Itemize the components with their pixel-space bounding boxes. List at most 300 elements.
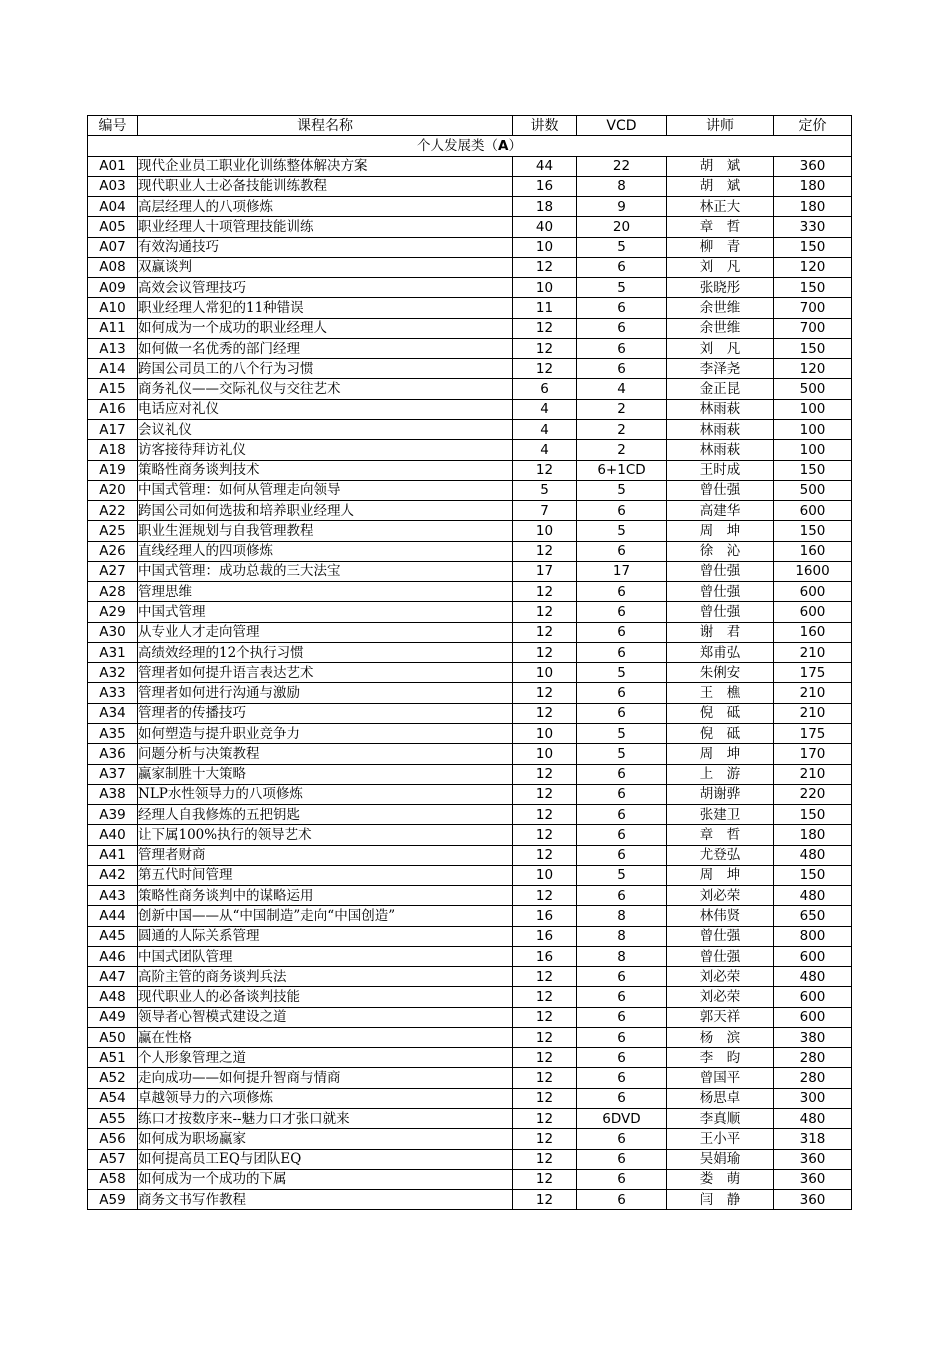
table-row [88, 1048, 852, 1068]
vcd-count: 20 [577, 217, 667, 237]
price: 480 [774, 886, 852, 906]
price: 160 [774, 541, 852, 561]
course-code: A13 [88, 338, 138, 358]
table-row [88, 845, 852, 865]
course-code: A19 [88, 460, 138, 480]
lecture-count: 18 [513, 197, 577, 217]
vcd-count: 6 [577, 1088, 667, 1108]
teacher-name: 曾仕强 [667, 561, 774, 581]
vcd-count: 5 [577, 663, 667, 683]
vcd-count: 6 [577, 257, 667, 277]
price: 330 [774, 217, 852, 237]
vcd-count: 6 [577, 1169, 667, 1189]
vcd-count: 5 [577, 723, 667, 743]
course-name: 圆通的人际关系管理 [138, 926, 513, 946]
lecture-count: 16 [513, 926, 577, 946]
course-code: A28 [88, 582, 138, 602]
course-code: A30 [88, 622, 138, 642]
vcd-count: 5 [577, 480, 667, 500]
course-code: A10 [88, 298, 138, 318]
table-row [88, 156, 852, 176]
lecture-count: 12 [513, 825, 577, 845]
course-name: 跨国公司如何选拔和培养职业经理人 [138, 501, 513, 521]
teacher-name: 郑甫弘 [667, 642, 774, 662]
table-row [88, 703, 852, 723]
course-code: A05 [88, 217, 138, 237]
lecture-count: 12 [513, 541, 577, 561]
course-name: 管理者财商 [138, 845, 513, 865]
vcd-count: 6 [577, 967, 667, 987]
teacher-name: 章 哲 [667, 825, 774, 845]
teacher-name: 娄 萌 [667, 1169, 774, 1189]
vcd-count: 6 [577, 359, 667, 379]
lecture-count: 12 [513, 784, 577, 804]
price: 100 [774, 440, 852, 460]
lecture-count: 16 [513, 176, 577, 196]
vcd-count: 6 [577, 764, 667, 784]
lecture-count: 12 [513, 1048, 577, 1068]
teacher-name: 杨思卓 [667, 1088, 774, 1108]
course-code: A31 [88, 642, 138, 662]
price: 150 [774, 460, 852, 480]
course-name: 创新中国——从“中国制造”走向“中国创造” [138, 906, 513, 926]
price: 100 [774, 419, 852, 439]
lecture-count: 12 [513, 257, 577, 277]
course-name: 走向成功——如何提升智商与情商 [138, 1068, 513, 1088]
course-code: A27 [88, 561, 138, 581]
price: 700 [774, 298, 852, 318]
teacher-name: 余世维 [667, 298, 774, 318]
table-row [88, 1088, 852, 1108]
price: 160 [774, 622, 852, 642]
lecture-count: 12 [513, 1129, 577, 1149]
lecture-count: 12 [513, 764, 577, 784]
teacher-name: 上 游 [667, 764, 774, 784]
course-name: 管理者的传播技巧 [138, 703, 513, 723]
course-name: 管理思维 [138, 582, 513, 602]
course-code: A42 [88, 865, 138, 885]
price: 480 [774, 1109, 852, 1129]
teacher-name: 金正昆 [667, 379, 774, 399]
lecture-count: 4 [513, 399, 577, 419]
lecture-count: 10 [513, 744, 577, 764]
teacher-name: 刘 凡 [667, 257, 774, 277]
teacher-name: 曾仕强 [667, 946, 774, 966]
lecture-count: 4 [513, 419, 577, 439]
course-code: A48 [88, 987, 138, 1007]
teacher-name: 李 昀 [667, 1048, 774, 1068]
vcd-count: 5 [577, 278, 667, 298]
table-row [88, 176, 852, 196]
teacher-name: 徐 沁 [667, 541, 774, 561]
table-row [88, 865, 852, 885]
table-row [88, 1129, 852, 1149]
price: 500 [774, 480, 852, 500]
teacher-name: 曾仕强 [667, 582, 774, 602]
price: 500 [774, 379, 852, 399]
teacher-name: 余世维 [667, 318, 774, 338]
course-name: 如何做一名优秀的部门经理 [138, 338, 513, 358]
table-row [88, 318, 852, 338]
table-row [88, 1068, 852, 1088]
price: 210 [774, 703, 852, 723]
section-label: 个人发展类（ [417, 137, 499, 154]
price: 210 [774, 642, 852, 662]
price: 210 [774, 683, 852, 703]
vcd-count: 17 [577, 561, 667, 581]
vcd-count: 6 [577, 602, 667, 622]
teacher-name: 曾仕强 [667, 926, 774, 946]
course-code: A44 [88, 906, 138, 926]
course-name: 电话应对礼仪 [138, 399, 513, 419]
lecture-count: 12 [513, 318, 577, 338]
lecture-count: 12 [513, 886, 577, 906]
price: 600 [774, 602, 852, 622]
course-code: A39 [88, 805, 138, 825]
teacher-name: 柳 青 [667, 237, 774, 257]
teacher-name: 倪 砥 [667, 703, 774, 723]
course-name: 管理者如何进行沟通与激励 [138, 683, 513, 703]
course-code: A08 [88, 257, 138, 277]
vcd-count: 6 [577, 805, 667, 825]
table-row [88, 1027, 852, 1047]
price: 210 [774, 764, 852, 784]
course-name: 双赢谈判 [138, 257, 513, 277]
course-code: A55 [88, 1109, 138, 1129]
lecture-count: 12 [513, 642, 577, 662]
course-name: 第五代时间管理 [138, 865, 513, 885]
course-code: A51 [88, 1048, 138, 1068]
vcd-count: 6+1CD [577, 460, 667, 480]
section-letter: A [498, 137, 509, 154]
lecture-count: 17 [513, 561, 577, 581]
teacher-name: 张晓彤 [667, 278, 774, 298]
course-catalog-table [87, 115, 852, 1210]
price: 480 [774, 967, 852, 987]
table-row [88, 602, 852, 622]
table-row [88, 480, 852, 500]
teacher-name: 胡谢骅 [667, 784, 774, 804]
teacher-name: 周 坤 [667, 865, 774, 885]
table-row [88, 1149, 852, 1169]
course-code: A17 [88, 419, 138, 439]
vcd-count: 6 [577, 642, 667, 662]
lecture-count: 12 [513, 602, 577, 622]
course-name: 现代职业人士必备技能训练教程 [138, 176, 513, 196]
course-code: A25 [88, 521, 138, 541]
course-name: 职业生涯规划与自我管理教程 [138, 521, 513, 541]
course-name: NLP水性领导力的八项修炼 [138, 784, 513, 804]
course-name: 商务文书写作教程 [138, 1190, 513, 1210]
table-row [88, 946, 852, 966]
section-row [88, 136, 852, 156]
table-row [88, 744, 852, 764]
course-code: A01 [88, 156, 138, 176]
price: 600 [774, 946, 852, 966]
course-name: 现代企业员工职业化训练整体解决方案 [138, 156, 513, 176]
vcd-count: 6 [577, 987, 667, 1007]
header-code: 编号 [88, 116, 138, 136]
table-row [88, 764, 852, 784]
course-name: 策略性商务谈判中的谋略运用 [138, 886, 513, 906]
lecture-count: 12 [513, 359, 577, 379]
vcd-count: 5 [577, 744, 667, 764]
vcd-count: 8 [577, 176, 667, 196]
lecture-count: 44 [513, 156, 577, 176]
course-code: A09 [88, 278, 138, 298]
price: 180 [774, 825, 852, 845]
vcd-count: 6 [577, 845, 667, 865]
vcd-count: 6 [577, 1129, 667, 1149]
course-code: A37 [88, 764, 138, 784]
course-code: A54 [88, 1088, 138, 1108]
course-name: 策略性商务谈判技术 [138, 460, 513, 480]
lecture-count: 10 [513, 723, 577, 743]
table-row [88, 906, 852, 926]
price: 1600 [774, 561, 852, 581]
teacher-name: 杨 滨 [667, 1027, 774, 1047]
table-row [88, 805, 852, 825]
table-row [88, 683, 852, 703]
vcd-count: 6 [577, 1027, 667, 1047]
price: 600 [774, 582, 852, 602]
vcd-count: 6 [577, 318, 667, 338]
lecture-count: 5 [513, 480, 577, 500]
price: 120 [774, 359, 852, 379]
course-code: A04 [88, 197, 138, 217]
table-row [88, 298, 852, 318]
price: 800 [774, 926, 852, 946]
teacher-name: 闫 静 [667, 1190, 774, 1210]
course-name: 直线经理人的四项修炼 [138, 541, 513, 561]
lecture-count: 12 [513, 1109, 577, 1129]
table-row [88, 987, 852, 1007]
course-code: A11 [88, 318, 138, 338]
course-code: A32 [88, 663, 138, 683]
table-row [88, 1169, 852, 1189]
table-row [88, 440, 852, 460]
lecture-count: 10 [513, 237, 577, 257]
course-name: 领导者心智模式建设之道 [138, 1007, 513, 1027]
teacher-name: 郭天祥 [667, 1007, 774, 1027]
teacher-name: 刘必荣 [667, 987, 774, 1007]
course-code: A20 [88, 480, 138, 500]
price: 380 [774, 1027, 852, 1047]
lecture-count: 11 [513, 298, 577, 318]
lecture-count: 12 [513, 805, 577, 825]
teacher-name: 林雨萩 [667, 440, 774, 460]
table-row [88, 399, 852, 419]
course-name: 中国式团队管理 [138, 946, 513, 966]
teacher-name: 刘必荣 [667, 967, 774, 987]
lecture-count: 12 [513, 845, 577, 865]
course-code: A43 [88, 886, 138, 906]
vcd-count: 8 [577, 926, 667, 946]
course-code: A49 [88, 1007, 138, 1027]
course-code: A46 [88, 946, 138, 966]
course-code: A34 [88, 703, 138, 723]
teacher-name: 李真顺 [667, 1109, 774, 1129]
lecture-count: 12 [513, 967, 577, 987]
vcd-count: 6 [577, 298, 667, 318]
section-title [88, 136, 852, 156]
vcd-count: 22 [577, 156, 667, 176]
course-name: 卓越领导力的六项修炼 [138, 1088, 513, 1108]
course-name: 高阶主管的商务谈判兵法 [138, 967, 513, 987]
price: 360 [774, 1190, 852, 1210]
vcd-count: 6 [577, 703, 667, 723]
course-name: 问题分析与决策教程 [138, 744, 513, 764]
teacher-name: 胡 斌 [667, 176, 774, 196]
lecture-count: 12 [513, 1068, 577, 1088]
course-code: A47 [88, 967, 138, 987]
lecture-count: 12 [513, 1027, 577, 1047]
header-lectures: 讲数 [513, 116, 577, 136]
course-name: 中国式管理 [138, 602, 513, 622]
course-code: A14 [88, 359, 138, 379]
table-row [88, 217, 852, 237]
course-code: A50 [88, 1027, 138, 1047]
lecture-count: 16 [513, 946, 577, 966]
price: 150 [774, 521, 852, 541]
table-row [88, 541, 852, 561]
vcd-count: 6 [577, 1149, 667, 1169]
course-name: 高效会议管理技巧 [138, 278, 513, 298]
price: 150 [774, 237, 852, 257]
course-name: 跨国公司员工的八个行为习惯 [138, 359, 513, 379]
course-code: A33 [88, 683, 138, 703]
table-row [88, 338, 852, 358]
course-name: 高层经理人的八项修炼 [138, 197, 513, 217]
header-vcd: VCD [577, 116, 667, 136]
teacher-name: 胡 斌 [667, 156, 774, 176]
price: 100 [774, 399, 852, 419]
vcd-count: 6 [577, 1007, 667, 1027]
lecture-count: 6 [513, 379, 577, 399]
course-name: 赢家制胜十大策略 [138, 764, 513, 784]
course-code: A58 [88, 1169, 138, 1189]
table-row [88, 237, 852, 257]
price: 175 [774, 723, 852, 743]
course-name: 赢在性格 [138, 1027, 513, 1047]
vcd-count: 6 [577, 1068, 667, 1088]
header-course-name: 课程名称 [138, 116, 513, 136]
vcd-count: 6 [577, 886, 667, 906]
table-row [88, 825, 852, 845]
price: 150 [774, 338, 852, 358]
teacher-name: 林伟贤 [667, 906, 774, 926]
lecture-count: 12 [513, 683, 577, 703]
course-name: 有效沟通技巧 [138, 237, 513, 257]
table-row [88, 642, 852, 662]
lecture-count: 40 [513, 217, 577, 237]
table-row [88, 1190, 852, 1210]
course-name: 如何成为职场赢家 [138, 1129, 513, 1149]
vcd-count: 6 [577, 784, 667, 804]
price: 360 [774, 1169, 852, 1189]
course-name: 如何塑造与提升职业竞争力 [138, 723, 513, 743]
table-row [88, 561, 852, 581]
course-name: 职业经理人十项管理技能训练 [138, 217, 513, 237]
lecture-count: 12 [513, 622, 577, 642]
price: 150 [774, 865, 852, 885]
vcd-count: 2 [577, 419, 667, 439]
price: 700 [774, 318, 852, 338]
course-code: A59 [88, 1190, 138, 1210]
vcd-count: 6 [577, 338, 667, 358]
course-name: 从专业人才走向管理 [138, 622, 513, 642]
table-row [88, 784, 852, 804]
teacher-name: 林雨萩 [667, 399, 774, 419]
price: 180 [774, 176, 852, 196]
course-name: 经理人自我修炼的五把钥匙 [138, 805, 513, 825]
course-name: 高绩效经理的12个执行习惯 [138, 642, 513, 662]
course-code: A07 [88, 237, 138, 257]
price: 600 [774, 501, 852, 521]
course-code: A52 [88, 1068, 138, 1088]
course-code: A03 [88, 176, 138, 196]
table-row [88, 582, 852, 602]
lecture-count: 12 [513, 1190, 577, 1210]
lecture-count: 12 [513, 1149, 577, 1169]
vcd-count: 6 [577, 622, 667, 642]
course-code: A15 [88, 379, 138, 399]
course-code: A36 [88, 744, 138, 764]
vcd-count: 4 [577, 379, 667, 399]
course-name: 让下属100%执行的领导艺术 [138, 825, 513, 845]
price: 480 [774, 845, 852, 865]
course-code: A38 [88, 784, 138, 804]
teacher-name: 李泽尧 [667, 359, 774, 379]
lecture-count: 4 [513, 440, 577, 460]
vcd-count: 6 [577, 582, 667, 602]
vcd-count: 6DVD [577, 1109, 667, 1129]
course-code: A56 [88, 1129, 138, 1149]
table-row [88, 622, 852, 642]
price: 600 [774, 987, 852, 1007]
table-row [88, 197, 852, 217]
lecture-count: 10 [513, 278, 577, 298]
teacher-name: 王 樵 [667, 683, 774, 703]
lecture-count: 10 [513, 663, 577, 683]
lecture-count: 10 [513, 865, 577, 885]
teacher-name: 朱俐安 [667, 663, 774, 683]
vcd-count: 2 [577, 399, 667, 419]
teacher-name: 周 坤 [667, 744, 774, 764]
price: 280 [774, 1068, 852, 1088]
teacher-name: 谢 君 [667, 622, 774, 642]
course-code: A40 [88, 825, 138, 845]
course-name: 管理者如何提升语言表达艺术 [138, 663, 513, 683]
course-code: A16 [88, 399, 138, 419]
vcd-count: 9 [577, 197, 667, 217]
teacher-name: 林雨萩 [667, 419, 774, 439]
course-code: A18 [88, 440, 138, 460]
lecture-count: 7 [513, 501, 577, 521]
lecture-count: 10 [513, 521, 577, 541]
lecture-count: 12 [513, 582, 577, 602]
course-code: A29 [88, 602, 138, 622]
table-row [88, 886, 852, 906]
table-row [88, 521, 852, 541]
price: 170 [774, 744, 852, 764]
teacher-name: 尤登弘 [667, 845, 774, 865]
price: 300 [774, 1088, 852, 1108]
price: 150 [774, 805, 852, 825]
price: 180 [774, 197, 852, 217]
course-name: 如何成为一个成功的下属 [138, 1169, 513, 1189]
lecture-count: 12 [513, 338, 577, 358]
